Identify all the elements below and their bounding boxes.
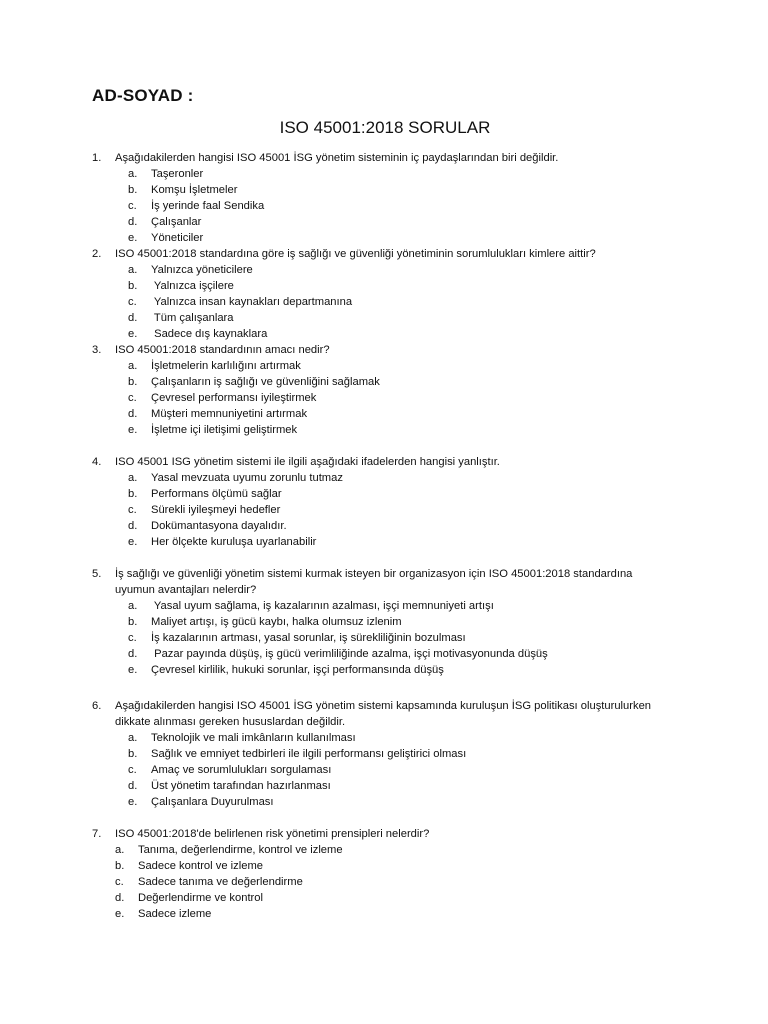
option-text: İş kazalarının artması, yasal sorunlar, iş sürekliliğinin bozulması xyxy=(151,632,466,644)
option-e xyxy=(0,906,768,922)
option-letter: b. xyxy=(128,488,138,500)
option-letter: a. xyxy=(128,732,138,744)
option-text: Tanıma, değerlendirme, kontrol ve izleme xyxy=(138,844,343,856)
question-text: ISO 45001:2018 standardının amacı nedir? xyxy=(115,344,330,356)
question-7 xyxy=(0,826,768,922)
name-label: AD-SOYAD : xyxy=(92,86,194,105)
option-letter: d. xyxy=(115,892,125,904)
option-letter: a. xyxy=(128,600,138,612)
question-number: 2. xyxy=(92,248,102,260)
option-b xyxy=(0,486,768,502)
question-text: Aşağıdakilerden hangisi ISO 45001 İSG yönetim sistemi kapsamında kuruluşun İSG politikası oluşturulurken dikkate alınması gereken hususlardan değildir. xyxy=(115,700,652,728)
option-b xyxy=(0,182,768,198)
option-text: Her ölçekte kuruluşa uyarlanabilir xyxy=(151,536,317,548)
option-b xyxy=(0,278,768,294)
question-number: 7. xyxy=(92,828,102,840)
option-letter: a. xyxy=(128,360,138,372)
question-number: 4. xyxy=(92,456,102,468)
option-letter: c. xyxy=(128,200,137,212)
option-e xyxy=(0,794,768,810)
option-letter: e. xyxy=(128,424,138,436)
question-text: ISO 45001:2018 standardına göre iş sağlığı ve güvenliği yönetiminin sorumlulukları kimlere aittir? xyxy=(115,248,596,260)
option-letter: a. xyxy=(128,472,138,484)
option-letter: d. xyxy=(128,520,138,532)
option-text: Sadece dış kaynaklara xyxy=(151,328,268,340)
question-text: Aşağıdakilerden hangisi ISO 45001 İSG yönetim sisteminin iç paydaşlarından biri değildir. xyxy=(115,152,559,164)
option-letter: c. xyxy=(128,504,137,516)
option-text: İşletmelerin karlılığını artırmak xyxy=(151,360,301,372)
page-title: ISO 45001:2018 SORULAR xyxy=(279,118,491,137)
option-text: Değerlendirme ve kontrol xyxy=(138,892,263,904)
option-text: Dokümantasyona dayalıdır. xyxy=(151,520,287,532)
option-letter: c. xyxy=(115,876,124,888)
option-text: Performans ölçümü sağlar xyxy=(151,488,282,500)
option-letter: d. xyxy=(128,648,138,660)
option-text: Tüm çalışanlara xyxy=(151,312,234,324)
option-text: Yalnızca yöneticilere xyxy=(151,264,253,276)
question-6 xyxy=(0,698,768,810)
option-text: Çevresel kirlilik, hukuki sorunlar, işçi performansında düşüş xyxy=(151,664,444,676)
option-d xyxy=(0,518,768,534)
option-letter: e. xyxy=(128,664,138,676)
question-text: İş sağlığı ve güvenliği yönetim sistemi kurmak isteyen bir organizasyon için ISO 45001:2018 standardına uyumun avantajları nelerdir? xyxy=(115,568,633,596)
option-text: Taşeronler xyxy=(151,168,204,180)
option-d xyxy=(0,646,768,662)
option-a xyxy=(0,730,768,746)
option-letter: e. xyxy=(128,796,138,808)
option-c xyxy=(0,198,768,214)
option-text: Çalışanların iş sağlığı ve güvenliğini sağlamak xyxy=(151,376,380,388)
option-letter: c. xyxy=(128,392,137,404)
option-text: İş yerinde faal Sendika xyxy=(151,200,265,212)
option-a xyxy=(0,166,768,182)
option-d xyxy=(0,890,768,906)
option-letter: a. xyxy=(128,264,138,276)
question-number: 5. xyxy=(92,568,102,580)
option-b xyxy=(0,746,768,762)
option-text: Müşteri memnuniyetini artırmak xyxy=(151,408,308,420)
option-text: Çevresel performansı iyileştirmek xyxy=(151,392,317,404)
option-text: Teknolojik ve mali imkânların kullanılması xyxy=(151,732,356,744)
option-b xyxy=(0,374,768,390)
question-number: 6. xyxy=(92,700,102,712)
option-text: Amaç ve sorumlulukları sorgulaması xyxy=(151,764,332,776)
option-c xyxy=(0,390,768,406)
option-letter: d. xyxy=(128,216,138,228)
option-text: Yalnızca insan kaynakları departmanına xyxy=(151,296,353,308)
option-text: Pazar payında düşüş, iş gücü verimliliğinde azalma, işçi motivasyonunda düşüş xyxy=(151,648,548,660)
option-d xyxy=(0,406,768,422)
option-text: Yöneticiler xyxy=(151,232,204,244)
option-text: Sürekli iyileşmeyi hedefler xyxy=(151,504,281,516)
option-b xyxy=(0,858,768,874)
option-text: Üst yönetim tarafından hazırlanması xyxy=(151,780,331,792)
option-a xyxy=(0,358,768,374)
question-3 xyxy=(0,342,768,438)
option-text: Çalışanlar xyxy=(151,216,202,228)
option-letter: b. xyxy=(128,184,138,196)
option-letter: c. xyxy=(128,632,137,644)
option-letter: d. xyxy=(128,408,138,420)
option-d xyxy=(0,214,768,230)
option-letter: e. xyxy=(128,232,138,244)
option-letter: d. xyxy=(128,312,138,324)
option-letter: c. xyxy=(128,764,137,776)
option-e xyxy=(0,230,768,246)
option-d xyxy=(0,310,768,326)
option-text: Çalışanlara Duyurulması xyxy=(151,796,274,808)
option-text: Yasal mevzuata uyumu zorunlu tutmaz xyxy=(151,472,343,484)
question-5 xyxy=(0,566,768,678)
option-c xyxy=(0,630,768,646)
option-letter: e. xyxy=(115,908,125,920)
option-letter: b. xyxy=(128,280,138,292)
question-text: ISO 45001 ISG yönetim sistemi ile ilgili aşağıdaki ifadelerden hangisi yanlıştır. xyxy=(115,456,500,468)
question-number: 3. xyxy=(92,344,102,356)
option-text: Sadece izleme xyxy=(138,908,212,920)
option-e xyxy=(0,534,768,550)
option-letter: b. xyxy=(128,376,138,388)
option-c xyxy=(0,294,768,310)
option-text: Komşu İşletmeler xyxy=(151,184,238,196)
question-list xyxy=(0,150,768,922)
option-letter: b. xyxy=(128,748,138,760)
option-letter: b. xyxy=(128,616,138,628)
option-letter: a. xyxy=(115,844,125,856)
question-number: 1. xyxy=(92,152,102,164)
option-c xyxy=(0,502,768,518)
option-a xyxy=(0,262,768,278)
option-text: Sağlık ve emniyet tedbirleri ile ilgili performansı geliştirici olması xyxy=(151,748,467,760)
option-letter: a. xyxy=(128,168,138,180)
option-c xyxy=(0,874,768,890)
option-e xyxy=(0,662,768,678)
option-text: Sadece tanıma ve değerlendirme xyxy=(138,876,303,888)
option-letter: d. xyxy=(128,780,138,792)
option-e xyxy=(0,422,768,438)
option-a xyxy=(0,842,768,858)
option-letter: b. xyxy=(115,860,125,872)
option-c xyxy=(0,762,768,778)
option-text: Yasal uyum sağlama, iş kazalarının azalması, işçi memnuniyeti artışı xyxy=(151,600,494,612)
question-text: ISO 45001:2018'de belirlenen risk yönetimi prensipleri nelerdir? xyxy=(115,828,430,840)
option-text: Yalnızca işçilere xyxy=(151,280,234,292)
option-text: Maliyet artışı, iş gücü kaybı, halka olumsuz izlenim xyxy=(151,616,402,628)
question-4 xyxy=(0,454,768,550)
option-e xyxy=(0,326,768,342)
question-1 xyxy=(0,150,768,246)
option-text: İşletme içi iletişimi geliştirmek xyxy=(151,424,298,436)
option-letter: e. xyxy=(128,328,138,340)
option-d xyxy=(0,778,768,794)
question-2 xyxy=(0,246,768,342)
option-a xyxy=(0,470,768,486)
option-letter: c. xyxy=(128,296,137,308)
option-text: Sadece kontrol ve izleme xyxy=(138,860,263,872)
option-letter: e. xyxy=(128,536,138,548)
option-a xyxy=(0,598,768,614)
option-b xyxy=(0,614,768,630)
